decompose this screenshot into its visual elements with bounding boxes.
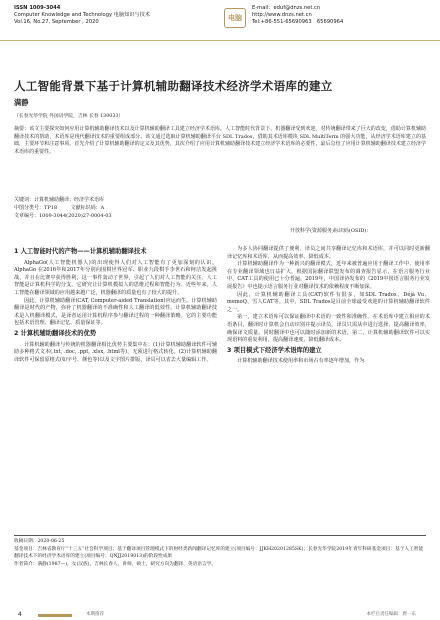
volume-info: Vol.16, No.27, September , 2020 — [14, 19, 99, 25]
section-heading: 2 计算机辅助翻译技术的优势 — [14, 329, 97, 337]
email: E-mail：eduf@dnzs.net.cn — [252, 5, 321, 11]
footer-section: 本期推荐 — [86, 612, 104, 617]
journal-header — [0, 0, 440, 41]
journal-name: Computer Knowledge and Technology 电脑知识与技术 — [14, 12, 151, 18]
affiliation: （长春光华学院 外国语学院，吉林 长春 130033） — [14, 114, 124, 119]
page-footer — [0, 608, 440, 620]
paper-title: 人工智能背景下基于计算机辅助翻译技术经济学术语库的建立 — [14, 79, 333, 93]
paragraph: 计算机辅助翻译与传统的机器翻译相比优势主要集中在：(1)计算机辅助翻译软件可辅助多种格式文本(.txt, .doc, .ppt, .xlsx, .html等)，无须进行格式转化。(2)计算机辅助翻译软件可保留原格式(如字号、颜色等)以及文字图片排版，译员可以省去大量编辑工作。 — [14, 341, 217, 363]
header-right — [252, 5, 343, 26]
footnotes — [14, 535, 426, 568]
osid-label: 开放科学(资源服务)标识码(OSID)： — [290, 228, 372, 234]
abstract-block — [14, 126, 426, 266]
abstract: 摘要：该文主要探究如何应用计算机辅助翻译技术以及计算机辅助翻译工具建立经济学术语库。人工智能时代背景下，机器翻译受到欢迎，对传统翻译带来了巨大的改变，借助计算机辅助翻译技术的帮助，术语库是现代翻译技术的重要组成部分。该文通过选取计算机辅助翻译平台 SDL Trados，借助其术语库模块 SDL MultiTerm 的强大功能，从经济学术语库建立的基础，主要环节和注意事项。首先介绍了计算机辅助翻译的定义及其优势，其次介绍了应用计算机辅助翻译技术建立经济学术语库的必要性，最后总结了应用计算机辅助翻译技术建立经济学术语库的重要性。 — [14, 126, 426, 156]
paragraph: 第一，建立术语库可以保证翻译中术语的一致性和准确性。在术语库中建立相应的术语条目，翻译时计算机会自动识别并提示译员，译员只需从中进行选择，提高翻译效率，确保译文质量。同时翻译中也可以随时添加新的术语。第二，计算机辅助翻译软件可以实现语料的重复利用，提高翻译速度，降低翻译成本。 — [227, 314, 430, 344]
section-heading: 3 项目模式下经济学术语库的建立 — [227, 346, 322, 354]
class-number: 中图分类号：TP18 — [14, 205, 58, 211]
header-left — [14, 5, 150, 26]
article-number: 文章编号：1009-3044(2020)27-0004-03 — [14, 213, 112, 219]
received-date: 收稿日期：2020-06-25 — [14, 539, 65, 544]
paragraph: 因此，计算机辅助翻译工具(CAT)软件有很多，如SDL Trados、Déjà Vu、memoQ、雪人CAT等。其中，SDL Trados是目前全球最受欢迎的计算机辅助翻译软件之一。 — [227, 291, 430, 313]
page-number: 4 — [18, 611, 22, 618]
author-bio: 作者简介：满静(1987—)，女(汉族)，吉林长春人，讲师，硕士，研究方向为翻译、英语语言学。 — [14, 561, 217, 567]
paragraph: 因此，计算机辅助翻译(CAT, Computer-aided Translation)应运而生。计算机辅助翻译是时代的产物，弥补了机器翻译的不准确性和人工翻译的低效性。计算机辅助翻译技术是人机翻译模式，是译者运用计算机程序参与翻译过程的一种翻译策略。它的主要功能包括术语管理、翻译记忆、质量保证等。 — [14, 297, 217, 327]
classification-line — [14, 204, 426, 211]
right-column — [227, 246, 430, 366]
keywords: 关键词：计算机辅助翻译；经济学术语库 — [14, 197, 105, 203]
document-code: 文献标识码：A — [70, 205, 105, 211]
footer-editor: 本栏目责任编辑：唐一东 — [366, 612, 416, 617]
author: 满静 — [14, 98, 29, 107]
paragraph: 计算机辅助翻译技术使用率和市场占有率逐年增加，作为 — [237, 358, 365, 365]
paragraph: AlphaGo(人工智能机器人)的出现使得人们对人工智能有了更加深刻的认识。AlphaGo 在2016年和2017年分别向围棋世界冠军、职业九段棋手李世石和柯洁发起挑战，并且在比赛中获得胜利，这一事件轰动了世界，引起了人们对人工智能的关注。人工智能是计算机科学的分支，它研究让计算机模拟人的思维过程和智能行为。近些年来，人工智能在翻译领域的应用越来越广泛，机器翻译的质量也有了较大的提升。 — [14, 259, 217, 296]
section-heading: 1 人工智能时代的产物——计算机辅助翻译技术 — [14, 248, 147, 255]
issn: ISSN 1009-3044 — [14, 5, 61, 11]
journal-logo: 电脑 — [224, 8, 246, 28]
paragraph: 计算机辅助翻译作为一种新兴的翻译模式，近年来被普遍应用于翻译工作中，使用率在专业翻译领域也日益扩大。根据国际翻译联盟发布的调查报告显示，在语言服务行业中，CAT工具的使用已十分普遍。2019年，中国译协发布的《2019中国语言服务行业发展报告》中也提示语言服务行业对翻译技术的依赖程度不断加深。 — [227, 261, 430, 290]
website-url: http://www.dnzs.net.cn — [252, 12, 312, 18]
paragraph: 为多人协同翻译提供了便利，译员之间共享翻译记忆库和术语库，并可以同时更新翻译记忆库和术语库，从而提高效率、降低成本。 — [227, 246, 430, 260]
telephone: Tel:+86-551-65690963 65690964 — [252, 19, 344, 25]
footer-bar — [38, 614, 72, 617]
left-column — [14, 246, 217, 364]
funding-info: 基金项目：吉林省教育厅“十三五”社会科学项目；基于翻译项目管理模式下的财经类新闻翻译记忆库的建立(项目编号：JJKH20201285SK)；长春光华学院2019年青年科研基金项目：基于人工智能翻译技术下的经济学术语库的建立(项目编号：QNJJ2019013)的阶段性成果 — [14, 546, 424, 559]
